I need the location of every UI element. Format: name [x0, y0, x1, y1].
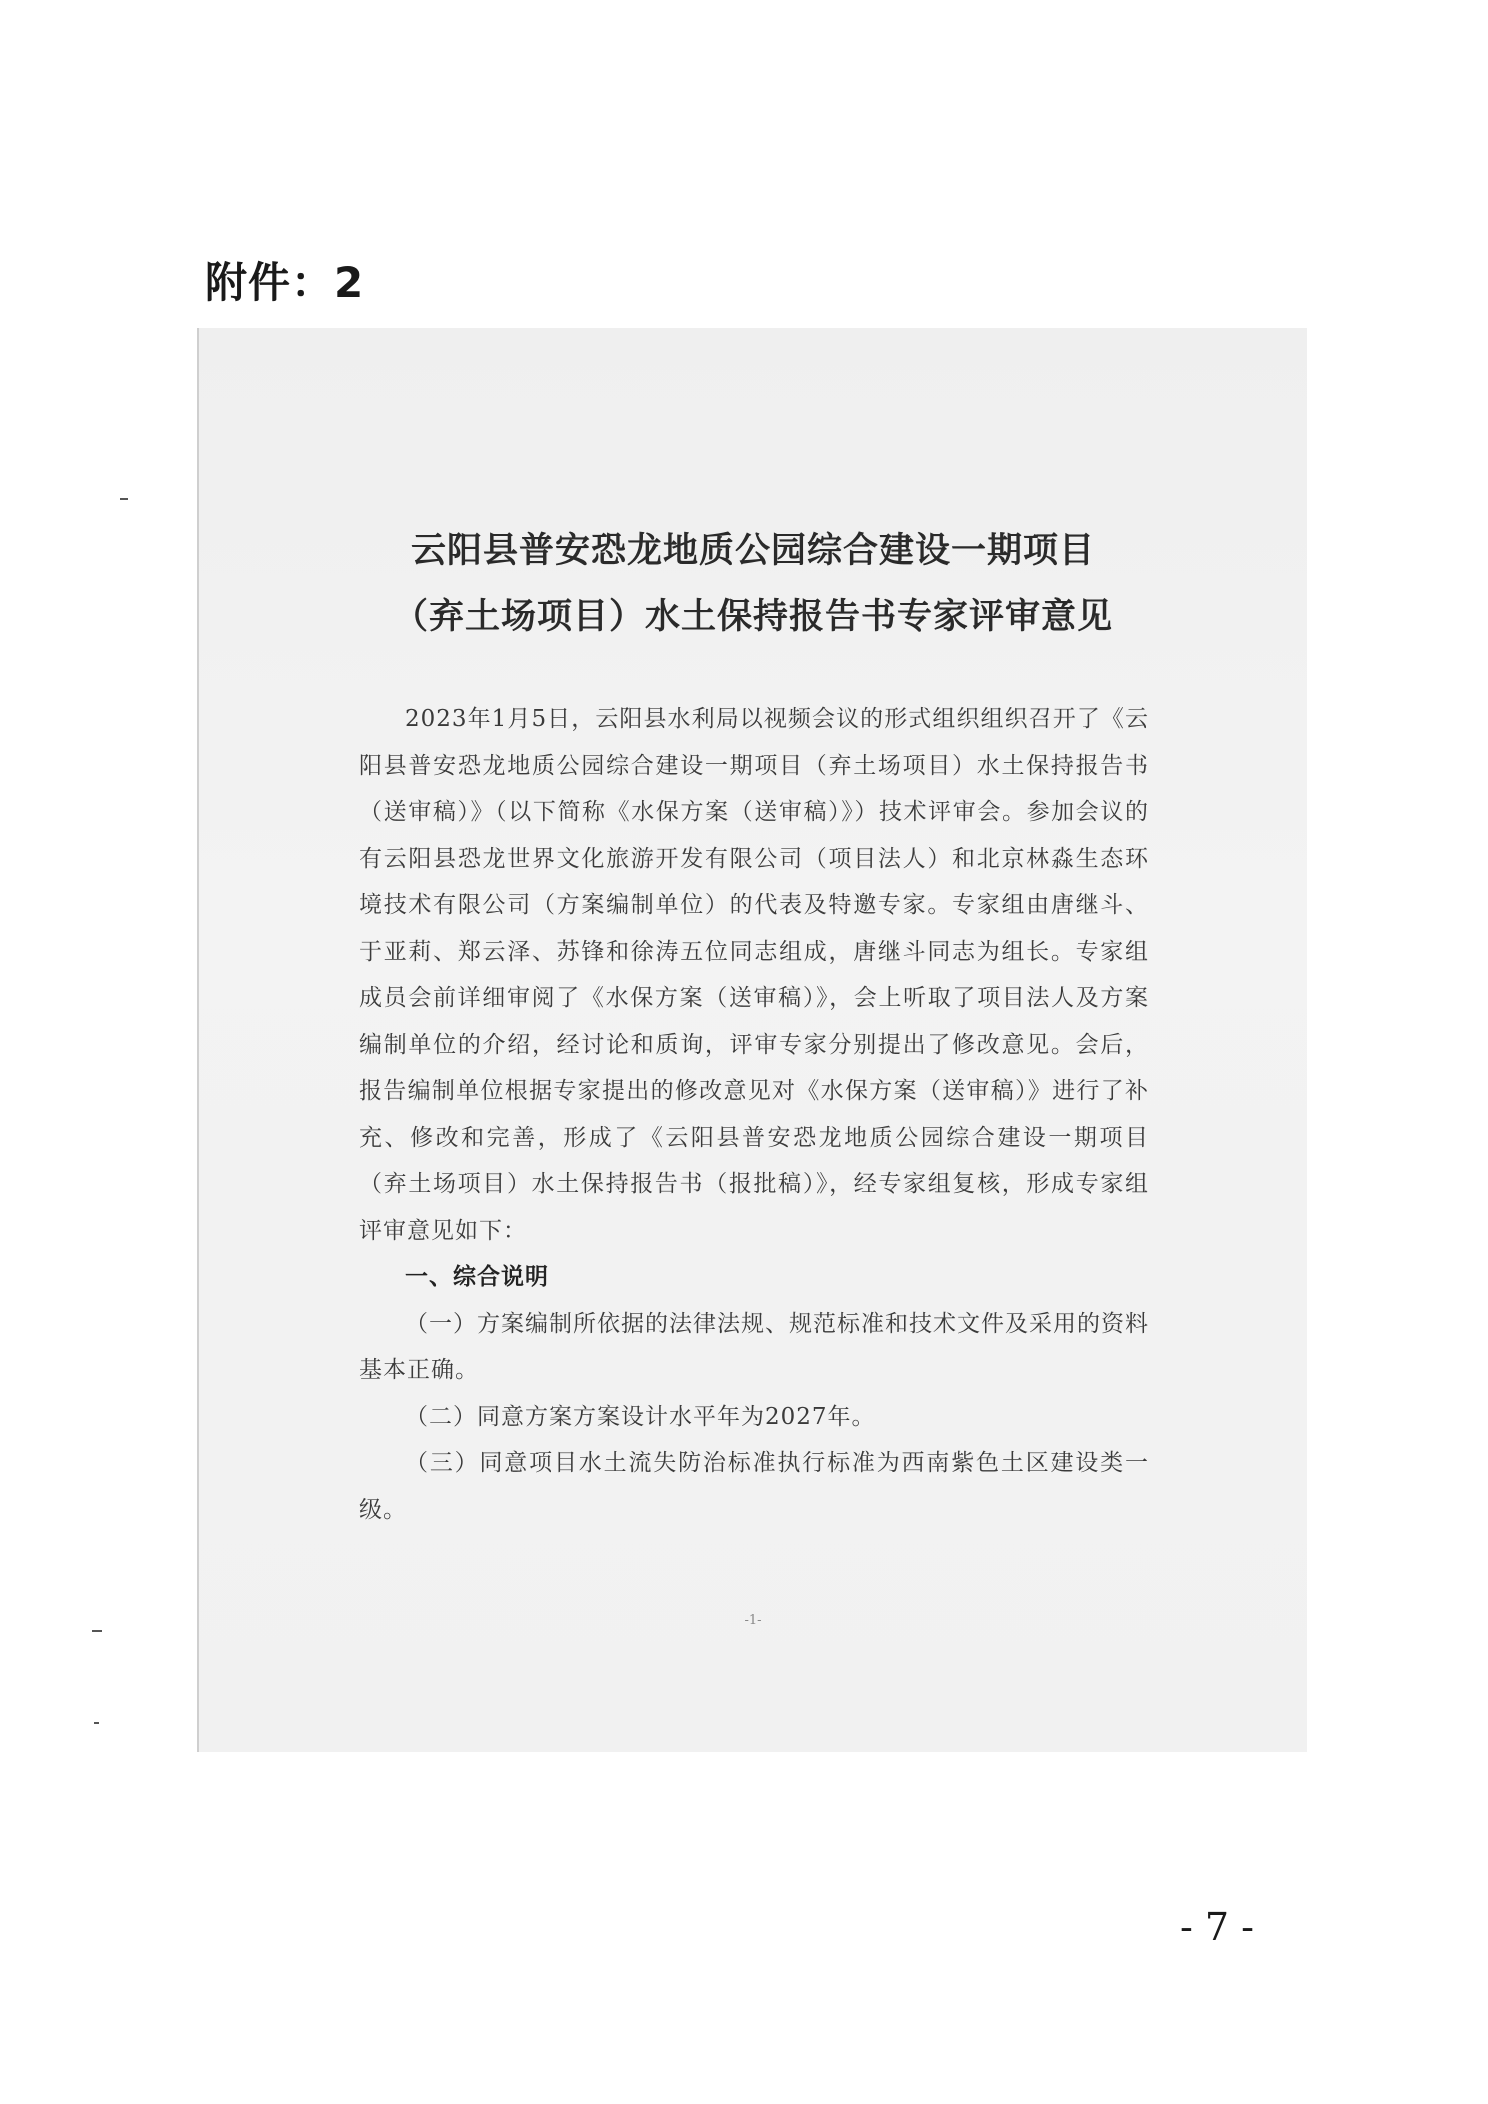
scan-mark [94, 1722, 99, 1724]
attachment-label: 附件：2 [205, 258, 365, 307]
document-title [199, 518, 1307, 650]
list-item: （一）方案编制所依据的法律法规、规范标准和技术文件及采用的资料基本正确。 [359, 1310, 1149, 1383]
list-item: （二）同意方案方案设计水平年为2027年。 [405, 1403, 876, 1430]
scanned-document [197, 328, 1307, 1752]
scan-mark [120, 498, 128, 500]
intro-paragraph: 2023年1月5日，云阳县水利局以视频会议的形式组织组织召开了《云阳县普安恐龙地质公园综合建设一期项目（弃土场项目）水土保持报告书（送审稿）》（以下简称《水保方案（送审稿）》）技术评审会。参加会议的有云阳县恐龙世界文化旅游开发有限公司（项目法人）和北京林淼生态环境技术有限公司（方案编制单位）的代表及特邀专家。专家组由唐继斗、于亚莉、郑云泽、苏锋和徐涛五位同志组成，唐继斗同志为组长。专家组成员会前详细审阅了《水保方案（送审稿）》，会上听取了项目法人及方案编制单位的介绍，经讨论和质询，评审专家分别提出了修改意见。会后，报告编制单位根据专家提出的修改意见对《水保方案（送审稿）》进行了补充、修改和完善，形成了《云阳县普安恐龙地质公园综合建设一期项目（弃土场项目）水土保持报告书（报批稿）》，经专家组复核，形成专家组评审意见如下： [359, 706, 1149, 1244]
title-line-2: （弃土场项目）水土保持报告书专家评审意见 [392, 597, 1113, 637]
document-body [359, 696, 1149, 1533]
section-heading: 一、综合说明 [405, 1264, 549, 1290]
inner-page-number: -1- [744, 1613, 762, 1628]
list-item: （三）同意项目水土流失防治标准执行标准为西南紫色土区建设类一级。 [359, 1450, 1149, 1523]
title-line-1: 云阳县普安恐龙地质公园综合建设一期项目 [410, 531, 1095, 571]
scan-mark [92, 1630, 102, 1632]
page-number: - 7 - [1180, 1905, 1255, 1949]
